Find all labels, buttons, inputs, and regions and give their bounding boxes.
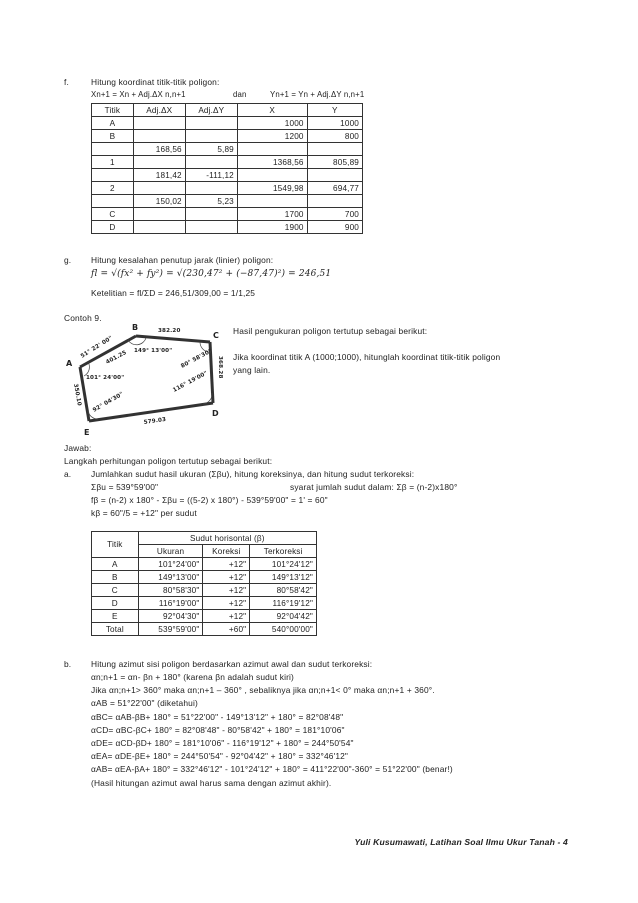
cell-terkoreksi: 149°13'12" (250, 571, 317, 584)
correction-per-angle: kβ = 60"/5 = +12" per sudut (91, 508, 197, 518)
edge-bc (136, 336, 210, 342)
table-row (92, 208, 363, 221)
point-label-a: A (66, 359, 73, 368)
cell-titik: C (92, 584, 139, 597)
cell-titik: 1 (92, 156, 134, 169)
cell-koreksi: +60" (203, 623, 250, 636)
table-row (92, 571, 317, 584)
header-titik: Titik (92, 104, 134, 117)
cell-titik: C (92, 208, 134, 221)
example-description-3: yang lain. (233, 365, 271, 375)
sum-measured-angles: Σβu = 539°59'00" (91, 482, 159, 492)
cell-x: 1900 (237, 221, 307, 234)
cell-titik: Total (92, 623, 139, 636)
cell-koreksi: +12" (203, 571, 250, 584)
cell-x: 1700 (237, 208, 307, 221)
answer-title: Jawab: (64, 443, 92, 453)
cell-dx (133, 221, 185, 234)
cell-dx (133, 130, 185, 143)
cell-dy (185, 156, 237, 169)
cell-koreksi: +12" (203, 584, 250, 597)
step-b-title: Hitung azimut sisi poligon berdasarkan azimut awal dan sudut terkoreksi: (91, 659, 373, 669)
table-row (92, 182, 363, 195)
azimuth-line: αAB= αEA-βA+ 180° = 332°46'12" - 101°24'12" + 180° = 411°22'00"-360° = 51°22'00" (benar!) (91, 764, 453, 775)
section-g-label: g. (64, 255, 72, 265)
table-row (92, 143, 363, 156)
cell-ukuran: 116°19'00" (138, 597, 203, 610)
cell-x: 1368,56 (237, 156, 307, 169)
table-row (92, 221, 363, 234)
formula-y: Yn+1 = Yn + Adj.ΔY n,n+1 (270, 90, 365, 99)
coordinate-table-header (92, 104, 363, 117)
header-sudut-horisontal: Sudut horisontal (β) (138, 532, 316, 545)
azimuth-line: αAB = 51°22'00" (diketahui) (91, 698, 198, 709)
cell-titik: B (92, 130, 134, 143)
answer-intro: Langkah perhitungan poligon tertutup sebagai berikut: (64, 456, 273, 466)
table-row (92, 584, 317, 597)
header-y: Y (307, 104, 362, 117)
step-b-label: b. (64, 659, 72, 669)
distance-ea: 350.10 (72, 383, 82, 407)
cell-dy (185, 208, 237, 221)
cell-titik: D (92, 597, 139, 610)
cell-dx (133, 208, 185, 221)
angle-correction-table (91, 531, 317, 636)
cell-y: 700 (307, 208, 362, 221)
cell-dy: -111,12 (185, 169, 237, 182)
header-koreksi: Koreksi (203, 545, 250, 558)
header-ukuran: Ukuran (138, 545, 203, 558)
point-label-c: C (213, 331, 220, 340)
page-footer: Yuli Kusumawati, Latihan Soal Ilmu Ukur Tanah - 4 (354, 837, 568, 847)
cell-y: 1000 (307, 117, 362, 130)
azimuth-line: αn;n+1 = αn- βn + 180° (karena βn adalah sudut kiri) (91, 672, 294, 682)
cell-y: 900 (307, 221, 362, 234)
table-row (92, 156, 363, 169)
example-description-2: Jika koordinat titik A (1000;1000), hitunglah koordinat titik-titik poligon (233, 352, 501, 362)
cell-koreksi: +12" (203, 597, 250, 610)
cell-x (237, 169, 307, 182)
distance-ab: 401.25 (105, 349, 128, 366)
cell-x (237, 143, 307, 156)
angular-misclosure: fβ = (n-2) x 180° - Σβu = ((5-2) x 180°) - 539°59'00" = 1' = 60" (91, 495, 328, 505)
cell-terkoreksi: 540°00'00" (250, 623, 317, 636)
header-adj-dx: Adj.ΔX (133, 104, 185, 117)
angle-label-c: 80° 58'30" (180, 348, 214, 370)
cell-dy (185, 221, 237, 234)
cell-dy (185, 182, 237, 195)
cell-titik (92, 195, 134, 208)
cell-y (307, 143, 362, 156)
table-row (92, 610, 317, 623)
cell-titik: 2 (92, 182, 134, 195)
point-label-d: D (212, 409, 219, 418)
section-f-label: f. (64, 77, 69, 87)
angle-label-e: 92° 04'30" (92, 391, 125, 414)
cell-dx: 150,02 (133, 195, 185, 208)
cell-dy (185, 117, 237, 130)
table-row (92, 195, 363, 208)
polygon-figure (62, 300, 230, 440)
table-row (92, 597, 317, 610)
cell-dy (185, 130, 237, 143)
step-a-title: Jumlahkan sudut hasil ukuran (Σβu), hitung koreksinya, dan hitung sudut terkoreksi: (91, 469, 415, 479)
closure-formula: fl = √(fx² + fy²) = √(230,47² + (−87,47)²) = 246,51 (91, 269, 332, 279)
table-row (92, 169, 363, 182)
azimuth-line: αDE= αCD-βD+ 180° = 181°10'06" - 116°19'12" + 180° = 244°50'54" (91, 738, 354, 748)
cell-terkoreksi: 92°04'42" (250, 610, 317, 623)
cell-titik: D (92, 221, 134, 234)
section-g-title: Hitung kesalahan penutup jarak (linier) poligon: (91, 255, 274, 265)
azimuth-line: αBC= αAB-βB+ 180° = 51°22'00" - 149°13'12" + 180° = 82°08'48" (91, 711, 344, 722)
cell-titik: A (92, 117, 134, 130)
cell-x: 1200 (237, 130, 307, 143)
cell-titik (92, 169, 134, 182)
cell-dy: 5,89 (185, 143, 237, 156)
distance-bc: 382.20 (158, 328, 181, 334)
cell-y (307, 169, 362, 182)
cell-ukuran: 101°24'00" (138, 558, 203, 571)
angle-sum-condition: syarat jumlah sudut dalam: Σβ = (n-2)x180° (290, 482, 458, 492)
cell-x: 1000 (237, 117, 307, 130)
table-row (92, 623, 317, 636)
cell-ukuran: 149°13'00" (138, 571, 203, 584)
azimuth-line: αCD= αBC-βC+ 180° = 82°08'48" - 80°58'42" + 180° = 181°10'06" (91, 724, 345, 735)
point-label-b: B (132, 323, 139, 332)
azimuth-line: (Hasil hitungan azimut awal harus sama dengan azimut akhir). (91, 777, 332, 788)
header-terkoreksi: Terkoreksi (250, 545, 317, 558)
cell-ukuran: 80°58'30" (138, 584, 203, 597)
header-adj-dy: Adj.ΔY (185, 104, 237, 117)
angle-label-a: 101° 24'00" (86, 375, 125, 381)
cell-dx (133, 117, 185, 130)
cell-y: 805,89 (307, 156, 362, 169)
formula-and: dan (233, 90, 247, 99)
table-row (92, 130, 363, 143)
distance-de: 579.03 (143, 416, 167, 426)
cell-terkoreksi: 116°19'12" (250, 597, 317, 610)
cell-dx (133, 156, 185, 169)
accuracy-line: Ketelitian = fl/ΣD = 246,51/309,00 = 1/1,25 (91, 288, 256, 298)
cell-dy: 5,23 (185, 195, 237, 208)
cell-dx (133, 182, 185, 195)
example-description-1: Hasil pengukuran poligon tertutup sebagai berikut: (233, 326, 428, 336)
cell-y: 800 (307, 130, 362, 143)
cell-titik: B (92, 571, 139, 584)
distance-cd: 368.28 (217, 356, 223, 379)
azimuth-line: Jika αn;n+1> 360° maka αn;n+1 – 360° , sebaliknya jika αn;n+1< 0° maka αn;n+1 + 360°. (91, 685, 435, 696)
point-label-e: E (84, 428, 90, 437)
coordinate-table (91, 103, 363, 234)
cell-titik (92, 143, 134, 156)
cell-y: 694,77 (307, 182, 362, 195)
header-titik-2: Titik (92, 532, 139, 558)
step-a-label: a. (64, 469, 72, 479)
cell-koreksi: +12" (203, 610, 250, 623)
cell-titik: E (92, 610, 139, 623)
cell-koreksi: +12" (203, 558, 250, 571)
cell-dx: 181,42 (133, 169, 185, 182)
table-row (92, 558, 317, 571)
angle-label-d: 116° 19'00" (172, 370, 209, 394)
formula-x: Xn+1 = Xn + Adj.ΔX n,n+1 (91, 90, 186, 99)
cell-x: 1549,98 (237, 182, 307, 195)
cell-x (237, 195, 307, 208)
section-f-title: Hitung koordinat titik-titik poligon: (91, 77, 220, 87)
cell-ukuran: 92°04'30" (138, 610, 203, 623)
azimuth-line: αEA= αDE-βE+ 180° = 244°50'54" - 92°04'42" + 180° = 332°46'12" (91, 751, 349, 762)
cell-ukuran: 539°59'00" (138, 623, 203, 636)
cell-terkoreksi: 101°24'12" (250, 558, 317, 571)
table-row (92, 117, 363, 130)
bearing-label: 51° 22' 00" (79, 335, 114, 360)
cell-terkoreksi: 80°58'42" (250, 584, 317, 597)
example-title: Contoh 9. (64, 313, 102, 323)
angle-label-b: 149° 13'00" (134, 348, 173, 354)
cell-y (307, 195, 362, 208)
cell-titik: A (92, 558, 139, 571)
cell-dx: 168,56 (133, 143, 185, 156)
header-x: X (237, 104, 307, 117)
